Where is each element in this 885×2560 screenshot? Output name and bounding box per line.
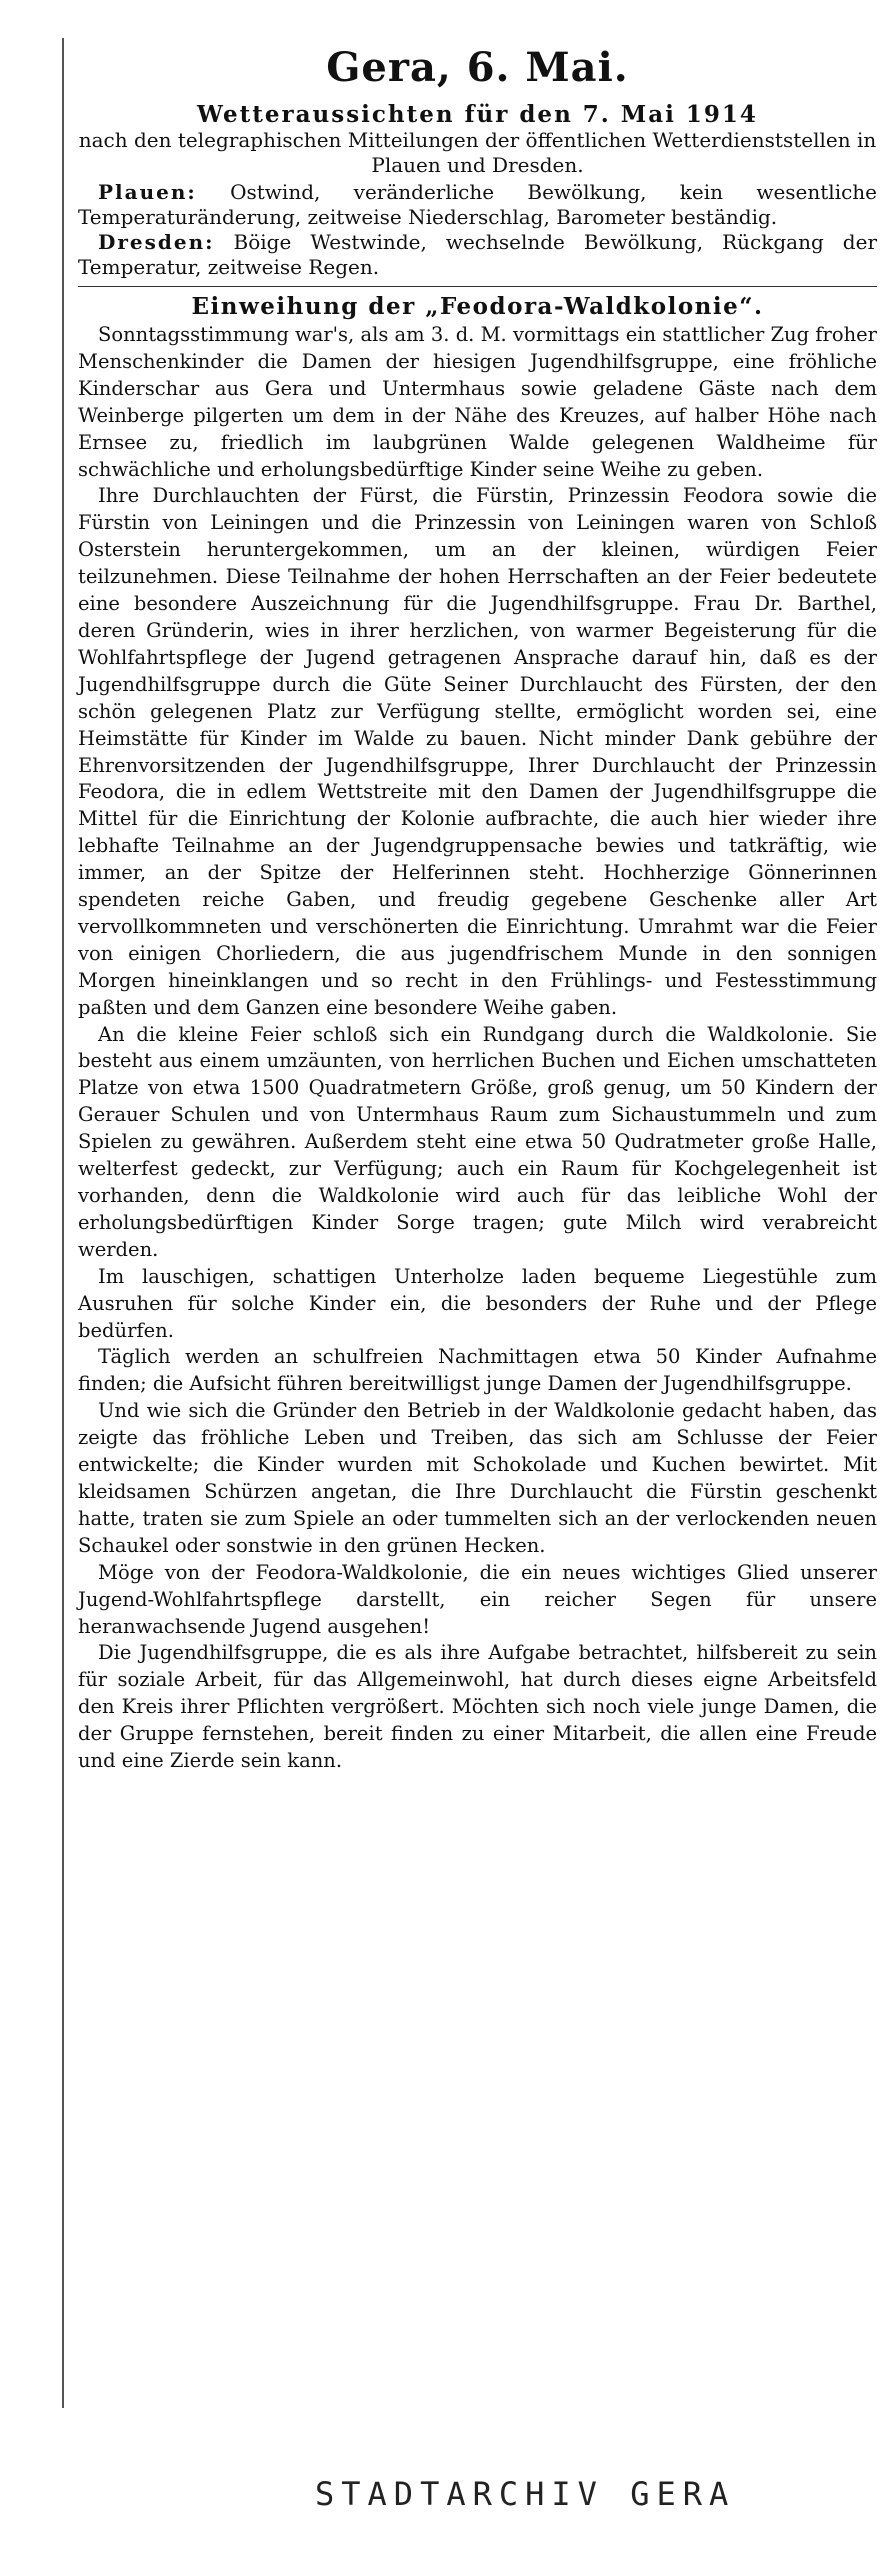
article-paragraph: An die kleine Feier schloß sich ein Rundgang durch die Waldkolonie. Sie besteht aus einem umzäunten, von herrlichen Buchen und Eichen umschatteten Platze von etwa 1500 Quadratmetern Größe, groß genug, um 50 Kindern der Gerauer Schulen und von Untermhaus Raum zum Sichaustummeln und zum Spielen zu gewähren. Außerdem steht eine etwa 50 Qudratmeter große Halle, welterfest gedeckt, zur Verfügung; auch ein Raum für Kochgelegenheit ist vorhanden, denn die Waldkolonie wird auch für das leibliche Wohl der erholungsbedürftigen Kinder Sorge tragen; gute Milch wird verabreicht werden. (78, 1022, 877, 1261)
article-paragraph: Und wie sich die Gründer den Betrieb in der Waldkolonie gedacht haben, das zeigte das fröhliche Leben und Treiben, das sich am Schlusse der Feier entwickelte; die Kinder wurden mit Schokolade und Kuchen bewirtet. Mit kleidsamen Schürzen angetan, die Ihre Durchlaucht die Fürstin geschenkt hatte, traten sie zum Spiele an oder tummelten sich an der verlockenden neuen Schaukel oder sonstwie in den grünen Hecken. (78, 1399, 877, 1557)
article-paragraph: Möge von der Feodora-Waldkolonie, die ein neues wichtiges Glied unserer Jugend-Wohlfahrtspflege darstellt, ein reicher Segen für unsere heranwachsende Jugend ausgehen! (78, 1560, 877, 1638)
section-divider (78, 286, 877, 287)
article-title: Einweihung der „Feodora-Waldkolonie“. (191, 293, 764, 320)
weather-dresden-text: Böige Westwinde, wechselnde Bewölkung, Rückgang der Temperatur, zeitweise Regen. (78, 230, 878, 279)
article-paragraph: Sonntagsstimmung war's, als am 3. d. M. vormittags ein stattlicher Zug froher Menschenkinder die Damen der hiesigen Jugendhilfsgruppe, eine fröhliche Kinderschar aus Gera und Untermhaus sowie geladene Gäste nach dem Weinberge pilgerten um dem in der Nähe des Kreuzes, auf halber Höhe nach Ernsee zu, friedlich im laubgrünen Walde gelegenen Waldheime für schwächliche und erholungsbedürftige Kinder seine Weihe zu geben. (78, 323, 877, 481)
article-paragraph: Die Jugendhilfsgruppe, die es als ihre Aufgabe betrachtet, hilfsbereit zu sein für soziale Arbeit, für das Allgemeinwohl, hat durch dieses eigne Arbeitsfeld den Kreis ihrer Pflichten vergrößert. Möchten sich noch viele junge Damen, die der Gruppe fernstehen, bereit finden zu einer Mitarbeit, die allen eine Freude und eine Zierde sein kann. (78, 1641, 877, 1773)
weather-plauen-label: Plauen: (98, 180, 197, 204)
weather-plauen-text: Ostwind, veränderliche Bewölkung, kein wesentliche Temperaturänderung, zeitweise Niederschlag, Barometer beständig. (78, 180, 878, 229)
weather-plauen (78, 180, 877, 230)
newspaper-clipping (62, 38, 885, 2408)
weather-dresden-label: Dresden: (98, 230, 215, 254)
weather-section (78, 101, 877, 280)
article-paragraph: Ihre Durchlauchten der Fürst, die Fürstin, Prinzessin Feodora sowie die Fürstin von Leiningen und die Prinzessin von Leiningen waren von Schloß Osterstein heruntergekommen, um an der kleinen, würdigen Feier teilzunehmen. Diese Teilnahme der hohen Herrschaften an der Feier bedeutete eine besondere Auszeichnung für die Jugendhilfsgruppe. Frau Dr. Barthel, deren Gründerin, wies in ihrer herzlichen, von warmer Begeisterung für die Wohlfahrtspflege der Jugend getragenen Ansprache darauf hin, daß es der Jugendhilfsgruppe durch die Güte Seiner Durchlaucht des Fürsten, der den schön gelegenen Platz zur Verfügung stellte, ermöglicht worden sei, eine Heimstätte für Kinder im Walde zu bauen. Nicht minder Dank gebühre der Ehrenvorsitzenden der Jugendhilfsgruppe, Ihrer Durchlaucht der Prinzessin Feodora, die in edlem Wettstreite mit den Damen der Jugendhilfsgruppe die Mittel für die Einrichtung der Kolonie aufbrachte, die auch hier wieder ihre lebhafte Teilnahme an der Jugendgruppensache bewies und tatkräftig, wie immer, an der Spitze der Helferinnen steht. Hochherzige Gönnerinnen spendeten reiche Gaben, und freudig gegebene Geschenke aller Art vervollkommneten und verschönerten die Einrichtung. Umrahmt war die Feier von einigen Chorliedern, die aus jugendfrischem Munde in den sonnigen Morgen hineinklangen und so recht in den Frühlings- und Festesstimmung paßten und dem Ganzen eine besondere Weihe gaben. (78, 484, 877, 1019)
archive-stamp: STADTARCHIV GERA (315, 2475, 736, 2513)
article-paragraph: Täglich werden an schulfreien Nachmittagen etwa 50 Kinder Aufnahme finden; die Aufsicht führen bereitwilligst junge Damen der Jugendhilfsgruppe. (78, 1345, 877, 1396)
weather-title: Wetteraussichten für den 7. Mai 1914 (197, 101, 758, 128)
weather-dresden (78, 230, 877, 280)
page-title: Gera, 6. Mai. (326, 44, 629, 91)
article-paragraph: Im lauschigen, schattigen Unterholze laden bequeme Liegestühle zum Ausruhen für solche Kinder ein, die besonders der Ruhe und der Pflege bedürfen. (78, 1264, 877, 1342)
article (78, 293, 877, 1775)
weather-subtitle: nach den telegraphischen Mitteilungen der öffentlichen Wetterdienststellen in Plauen und Dresden. (78, 128, 877, 177)
